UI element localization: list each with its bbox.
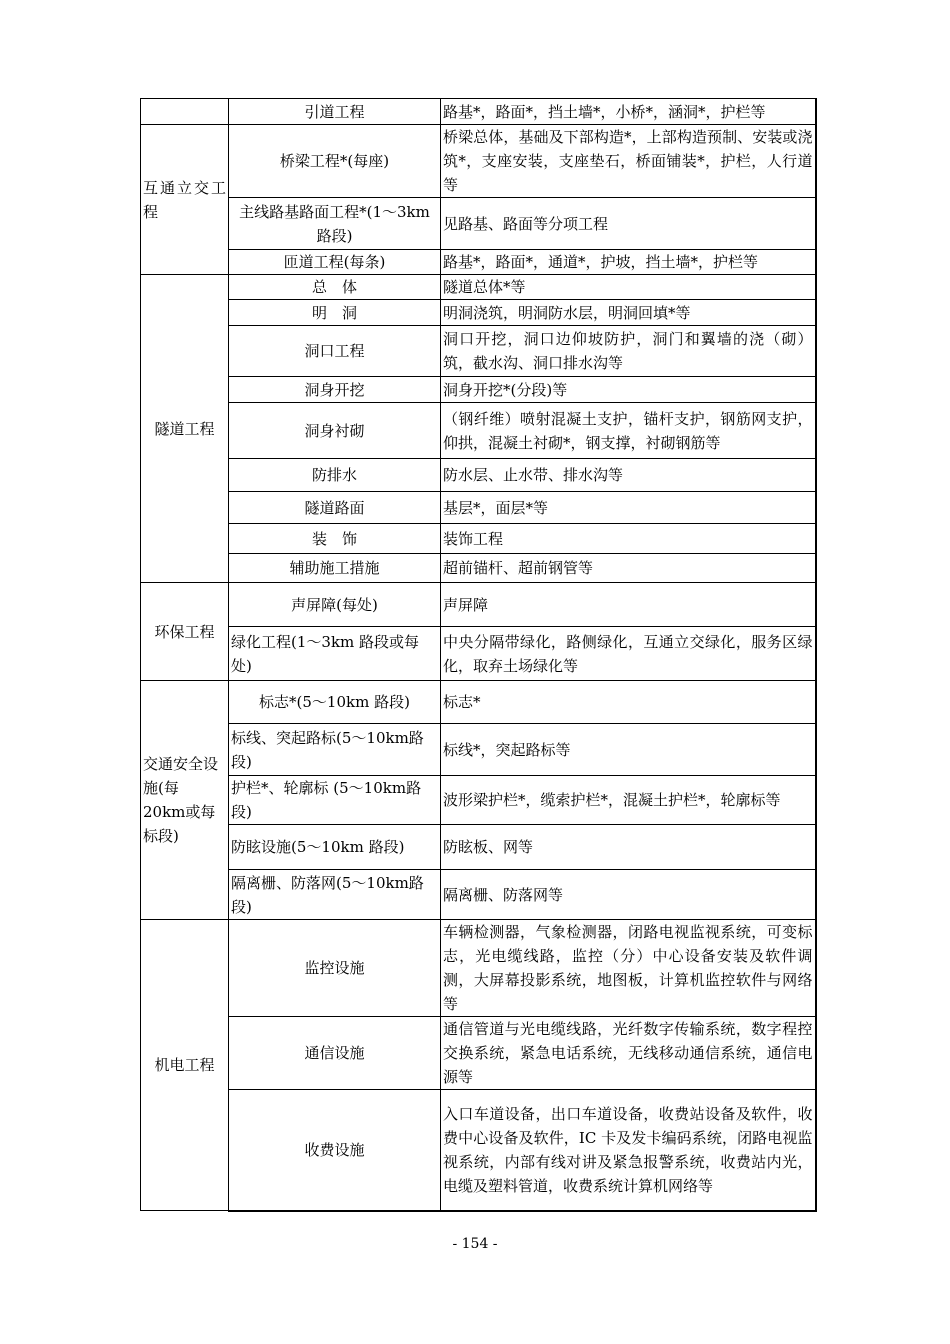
item-cell: 标志*(5～10km 路段): [229, 681, 441, 724]
table-row: [141, 250, 816, 275]
item-cell: 监控设施: [229, 920, 441, 1017]
content-cell: 通信管道与光电缆线路，光纤数字传输系统，数字程控交换系统，紧急电话系统，无线移动通信系统，通信电源等: [441, 1017, 816, 1090]
work-division-table: [140, 98, 817, 1212]
group-cell: 环保工程: [141, 583, 229, 681]
item-cell: 明 洞: [229, 300, 441, 326]
item-cell: 标线、突起路标(5～10km路段): [229, 724, 441, 776]
content-cell: 防眩板、网等: [441, 825, 816, 870]
table-row: [141, 724, 816, 776]
table-row: [141, 825, 816, 870]
item-cell: 防排水: [229, 459, 441, 492]
content-cell: 入口车道设备，出口车道设备，收费站设备及软件，收费中心设备及软件，IC 卡及发卡编码系统，闭路电视监视系统，内部有线对讲及紧急报警系统，收费站内光，电缆及塑料管道，收费系统计算机网络等: [441, 1090, 816, 1211]
content-cell: 超前锚杆、超前钢管等: [441, 554, 816, 583]
content-cell: 明洞浇筑，明洞防水层，明洞回填*等: [441, 300, 816, 326]
table-row: [141, 524, 816, 554]
item-cell: 洞身衬砌: [229, 403, 441, 459]
content-cell: 基层*，面层*等: [441, 492, 816, 524]
content-cell: 标线*，突起路标等: [441, 724, 816, 776]
item-cell: 洞口工程: [229, 326, 441, 377]
table-row: [141, 99, 816, 125]
table-row: [141, 681, 816, 724]
content-cell: 隔离栅、防落网等: [441, 870, 816, 920]
item-cell: 通信设施: [229, 1017, 441, 1090]
item-cell: 隔离栅、防落网(5～10km路段): [229, 870, 441, 920]
content-cell: 路基*，路面*，挡土墙*，小桥*，涵洞*，护栏等: [441, 99, 816, 125]
content-cell: 波形梁护栏*，缆索护栏*，混凝土护栏*，轮廓标等: [441, 776, 816, 825]
table-row: [141, 326, 816, 377]
table-row: [141, 920, 816, 1017]
table-row: [141, 870, 816, 920]
group-cell: 互通立交工 程: [141, 125, 229, 275]
table-row: [141, 776, 816, 825]
page-number: - 154 -: [452, 1236, 498, 1252]
item-cell: 引道工程: [229, 99, 441, 125]
group-cell: [141, 99, 229, 125]
table-row: [141, 459, 816, 492]
group-cell: 机电工程: [141, 920, 229, 1211]
content-cell: 洞口开挖，洞口边仰坡防护，洞门和翼墙的浇（砌）筑，截水沟、洞口排水沟等: [441, 326, 816, 377]
content-cell: （钢纤维）喷射混凝土支护，锚杆支护，钢筋网支护，仰拱，混凝土衬砌*，钢支撑，衬砌钢筋等: [441, 403, 816, 459]
item-cell: 护栏*、轮廓标 (5～10km路段): [229, 776, 441, 825]
group-cell: 交通安全设施(每 20km或每标段): [141, 681, 229, 920]
item-cell: 声屏障(每处): [229, 583, 441, 627]
table-row: [141, 583, 816, 627]
content-cell: 防水层、止水带、排水沟等: [441, 459, 816, 492]
content-cell: 洞身开挖*(分段)等: [441, 377, 816, 403]
item-cell: 隧道路面: [229, 492, 441, 524]
item-cell: 桥梁工程*(每座): [229, 125, 441, 198]
table-row: [141, 627, 816, 681]
table-row: [141, 198, 816, 250]
item-cell: 洞身开挖: [229, 377, 441, 403]
item-cell: 装 饰: [229, 524, 441, 554]
table-row: [141, 492, 816, 524]
content-cell: 隧道总体*等: [441, 275, 816, 300]
table-row: [141, 554, 816, 583]
table-row: [141, 300, 816, 326]
table-row: [141, 1017, 816, 1090]
item-cell: 主线路基路面工程*(1～3km 路段): [229, 198, 441, 250]
table-row: [141, 275, 816, 300]
content-cell: 车辆检测器，气象检测器，闭路电视监视系统，可变标志，光电缆线路，监控（分）中心设备安装及软件调测，大屏幕投影系统，地图板，计算机监控软件与网络等: [441, 920, 816, 1017]
content-cell: 见路基、路面等分项工程: [441, 198, 816, 250]
item-cell: 防眩设施(5～10km 路段): [229, 825, 441, 870]
item-cell: 总 体: [229, 275, 441, 300]
content-cell: 装饰工程: [441, 524, 816, 554]
content-cell: 桥梁总体，基础及下部构造*，上部构造预制、安装或浇筑*，支座安装，支座垫石，桥面铺装*，护栏，人行道等: [441, 125, 816, 198]
table-row: [141, 403, 816, 459]
content-cell: 标志*: [441, 681, 816, 724]
content-cell: 路基*，路面*，通道*，护坡，挡土墙*，护栏等: [441, 250, 816, 275]
table-row: [141, 125, 816, 198]
table-row: [141, 377, 816, 403]
table-row: [141, 1090, 816, 1211]
item-cell: 辅助施工措施: [229, 554, 441, 583]
item-cell: 匝道工程(每条): [229, 250, 441, 275]
group-cell: 隧道工程: [141, 275, 229, 583]
item-cell: 收费设施: [229, 1090, 441, 1211]
content-cell: 声屏障: [441, 583, 816, 627]
content-cell: 中央分隔带绿化，路侧绿化，互通立交绿化，服务区绿化，取弃土场绿化等: [441, 627, 816, 681]
item-cell: 绿化工程(1～3km 路段或每处): [229, 627, 441, 681]
